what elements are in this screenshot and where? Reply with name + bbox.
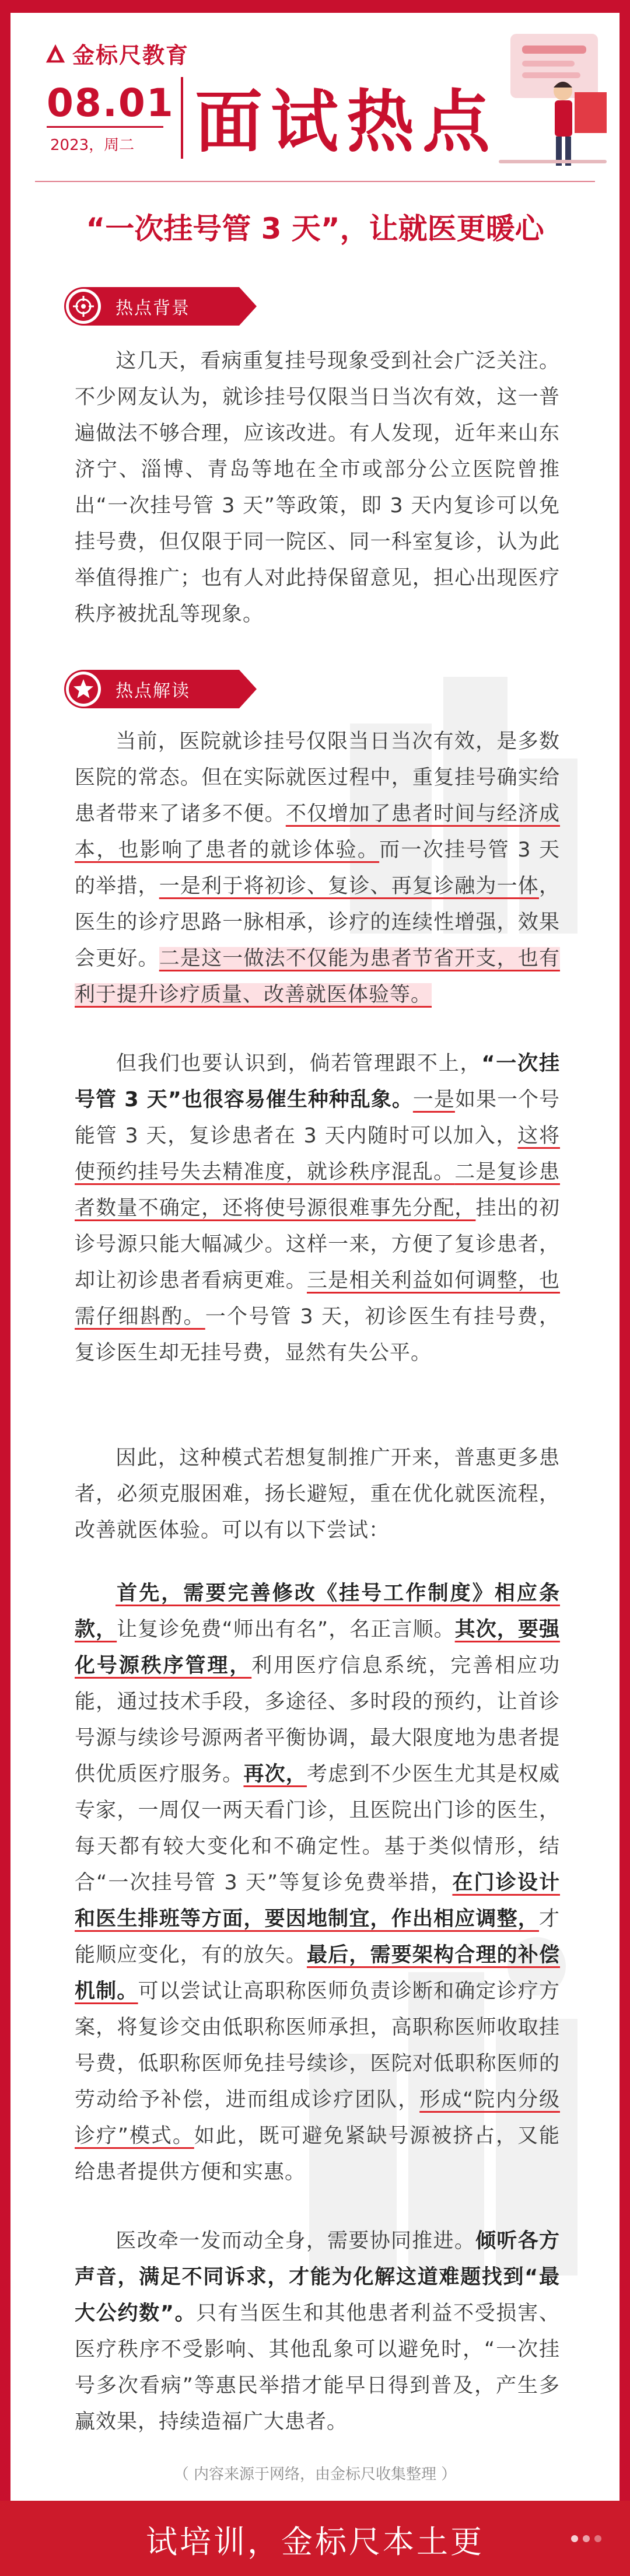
section-tag-analysis [64, 670, 257, 708]
column-title: 面试热点 [195, 83, 498, 162]
article-headline: “一次挂号管 3 天”，让就医更暖心 [86, 212, 544, 246]
section-label: 热点背景 [116, 298, 190, 319]
decor-dots-icon [566, 2518, 607, 2559]
analysis-paragraph-2: 但我们也要认识到，倘若管理跟不上，“一次挂号管 3 天”也很容易催生种种乱象。一是如果一个号能管 3 天，复诊患者在 3 天内随时可以加入，这将使预约挂号失去精准度，就诊秩序混乱。二是复诊患者数量不确定，还将使号源很难事先分配，挂出的初诊号源只能大幅减少。这样一来，方便了复诊患者，却让初诊患者看病更难。三是相关利益如何调整，也需仔细斟酌。一个号管 3 天，初诊医生有挂号费，复诊医生却无挂号费，显然有失公平。 [75, 1052, 560, 1365]
footer-banner [0, 2501, 630, 2576]
header-divider [181, 77, 183, 159]
header-rule [35, 181, 595, 182]
brand-logo [44, 37, 189, 69]
analysis-paragraph-3: 因此，这种模式若想复制推广开来，普惠更多患者，必须克服困难，扬长避短，重在优化就医流程，改善就医体验。可以有以下尝试： [75, 1446, 560, 1542]
source-note: （ 内容来源于网络，由金标尺收集整理 ） [173, 2466, 457, 2483]
analysis-paragraph-1: 当前，医院就诊挂号仅限当日当次有效，是多数医院的常态。但在实际就医过程中，重复挂号确实给患者带来了诸多不便。不仅增加了患者时间与经济成本，也影响了患者的就诊体验。而一次挂号管 3 天的举措，一是利于将初诊、复诊、再复诊融为一体，医生的诊疗思路一脉相承，诊疗的连续性增强，效果会更好。二是这一做法不仅能为患者节省开支，也有利于提升诊疗质量、改善就医体验等。 [75, 730, 560, 1006]
brand-mark-icon [44, 43, 66, 65]
section-label: 热点解读 [116, 681, 190, 701]
star-icon [64, 670, 103, 708]
target-icon [64, 287, 103, 326]
issue-year-weekday: 2023，周二 [50, 137, 135, 154]
analysis-paragraph-4: 首先，需要完善修改《挂号工作制度》相应条款，让复诊免费“师出有名”，名正言顺。其次，要强化号源秩序管理，利用医疗信息系统，完善相应功能，通过技术手段，多途径、多时段的预约，让首诊号源与续诊号源两者平衡协调，最大限度地为患者提供优质医疗服务。再次，考虑到不少医生尤其是权威专家，一周仅一两天看门诊，且医院出门诊的医生，每天都有较大变化和不确定性。基于类似情形，结合“一次挂号管 3 天”等复诊免费举措，在门诊设计和医生排班等方面，要因地制宜，作出相应调整，才能顺应变化，有的放矢。最后，需要架构合理的补偿机制。可以尝试让高职称医师负责诊断和确定诊疗方案，将复诊交由低职称医师承担，高职称医师收取挂号费，低职称医师免挂号续诊，医院对低职称医师的劳动给予补偿，进而组成诊疗团队，形成“院内分级诊疗”模式。如此，既可避免紧缺号源被挤占，又能给患者提供方便和实惠。 [75, 1582, 560, 2184]
issue-date: 08.01 [47, 81, 174, 125]
presenter-illustration [487, 22, 618, 174]
footer-slogan: 试培训，金标尺本土更 [146, 2523, 484, 2560]
section-tag-background [64, 287, 257, 326]
analysis-paragraph-5: 医改牵一发而动全身，需要协同推进。倾听各方声音，满足不同诉求，才能为化解这道难题找到“最大公约数”。只有当医生和其他患者利益不受损害、医疗秩序不受影响、其他乱象可以避免时，“一次挂号多次看病”等惠民举措才能早日得到普及，产生多赢效果，持续造福广大患者。 [75, 2229, 560, 2434]
date-underline [47, 126, 163, 128]
background-paragraph: 这几天，看病重复挂号现象受到社会广泛关注。不少网友认为，就诊挂号仅限当日当次有效，这一普遍做法不够合理，应该改进。有人发现，近年来山东济宁、淄博、青岛等地在全市或部分公立医院曾推出“一次挂号管 3 天”等政策，即 3 天内复诊可以免挂号费，但仅限于同一院区、同一科室复诊，认为此举值得推广；也有人对此持保留意见，担心出现医疗秩序被扰乱等现象。 [75, 349, 560, 626]
top-accent-bar [0, 0, 630, 13]
brand-name: 金标尺教育 [72, 43, 190, 68]
